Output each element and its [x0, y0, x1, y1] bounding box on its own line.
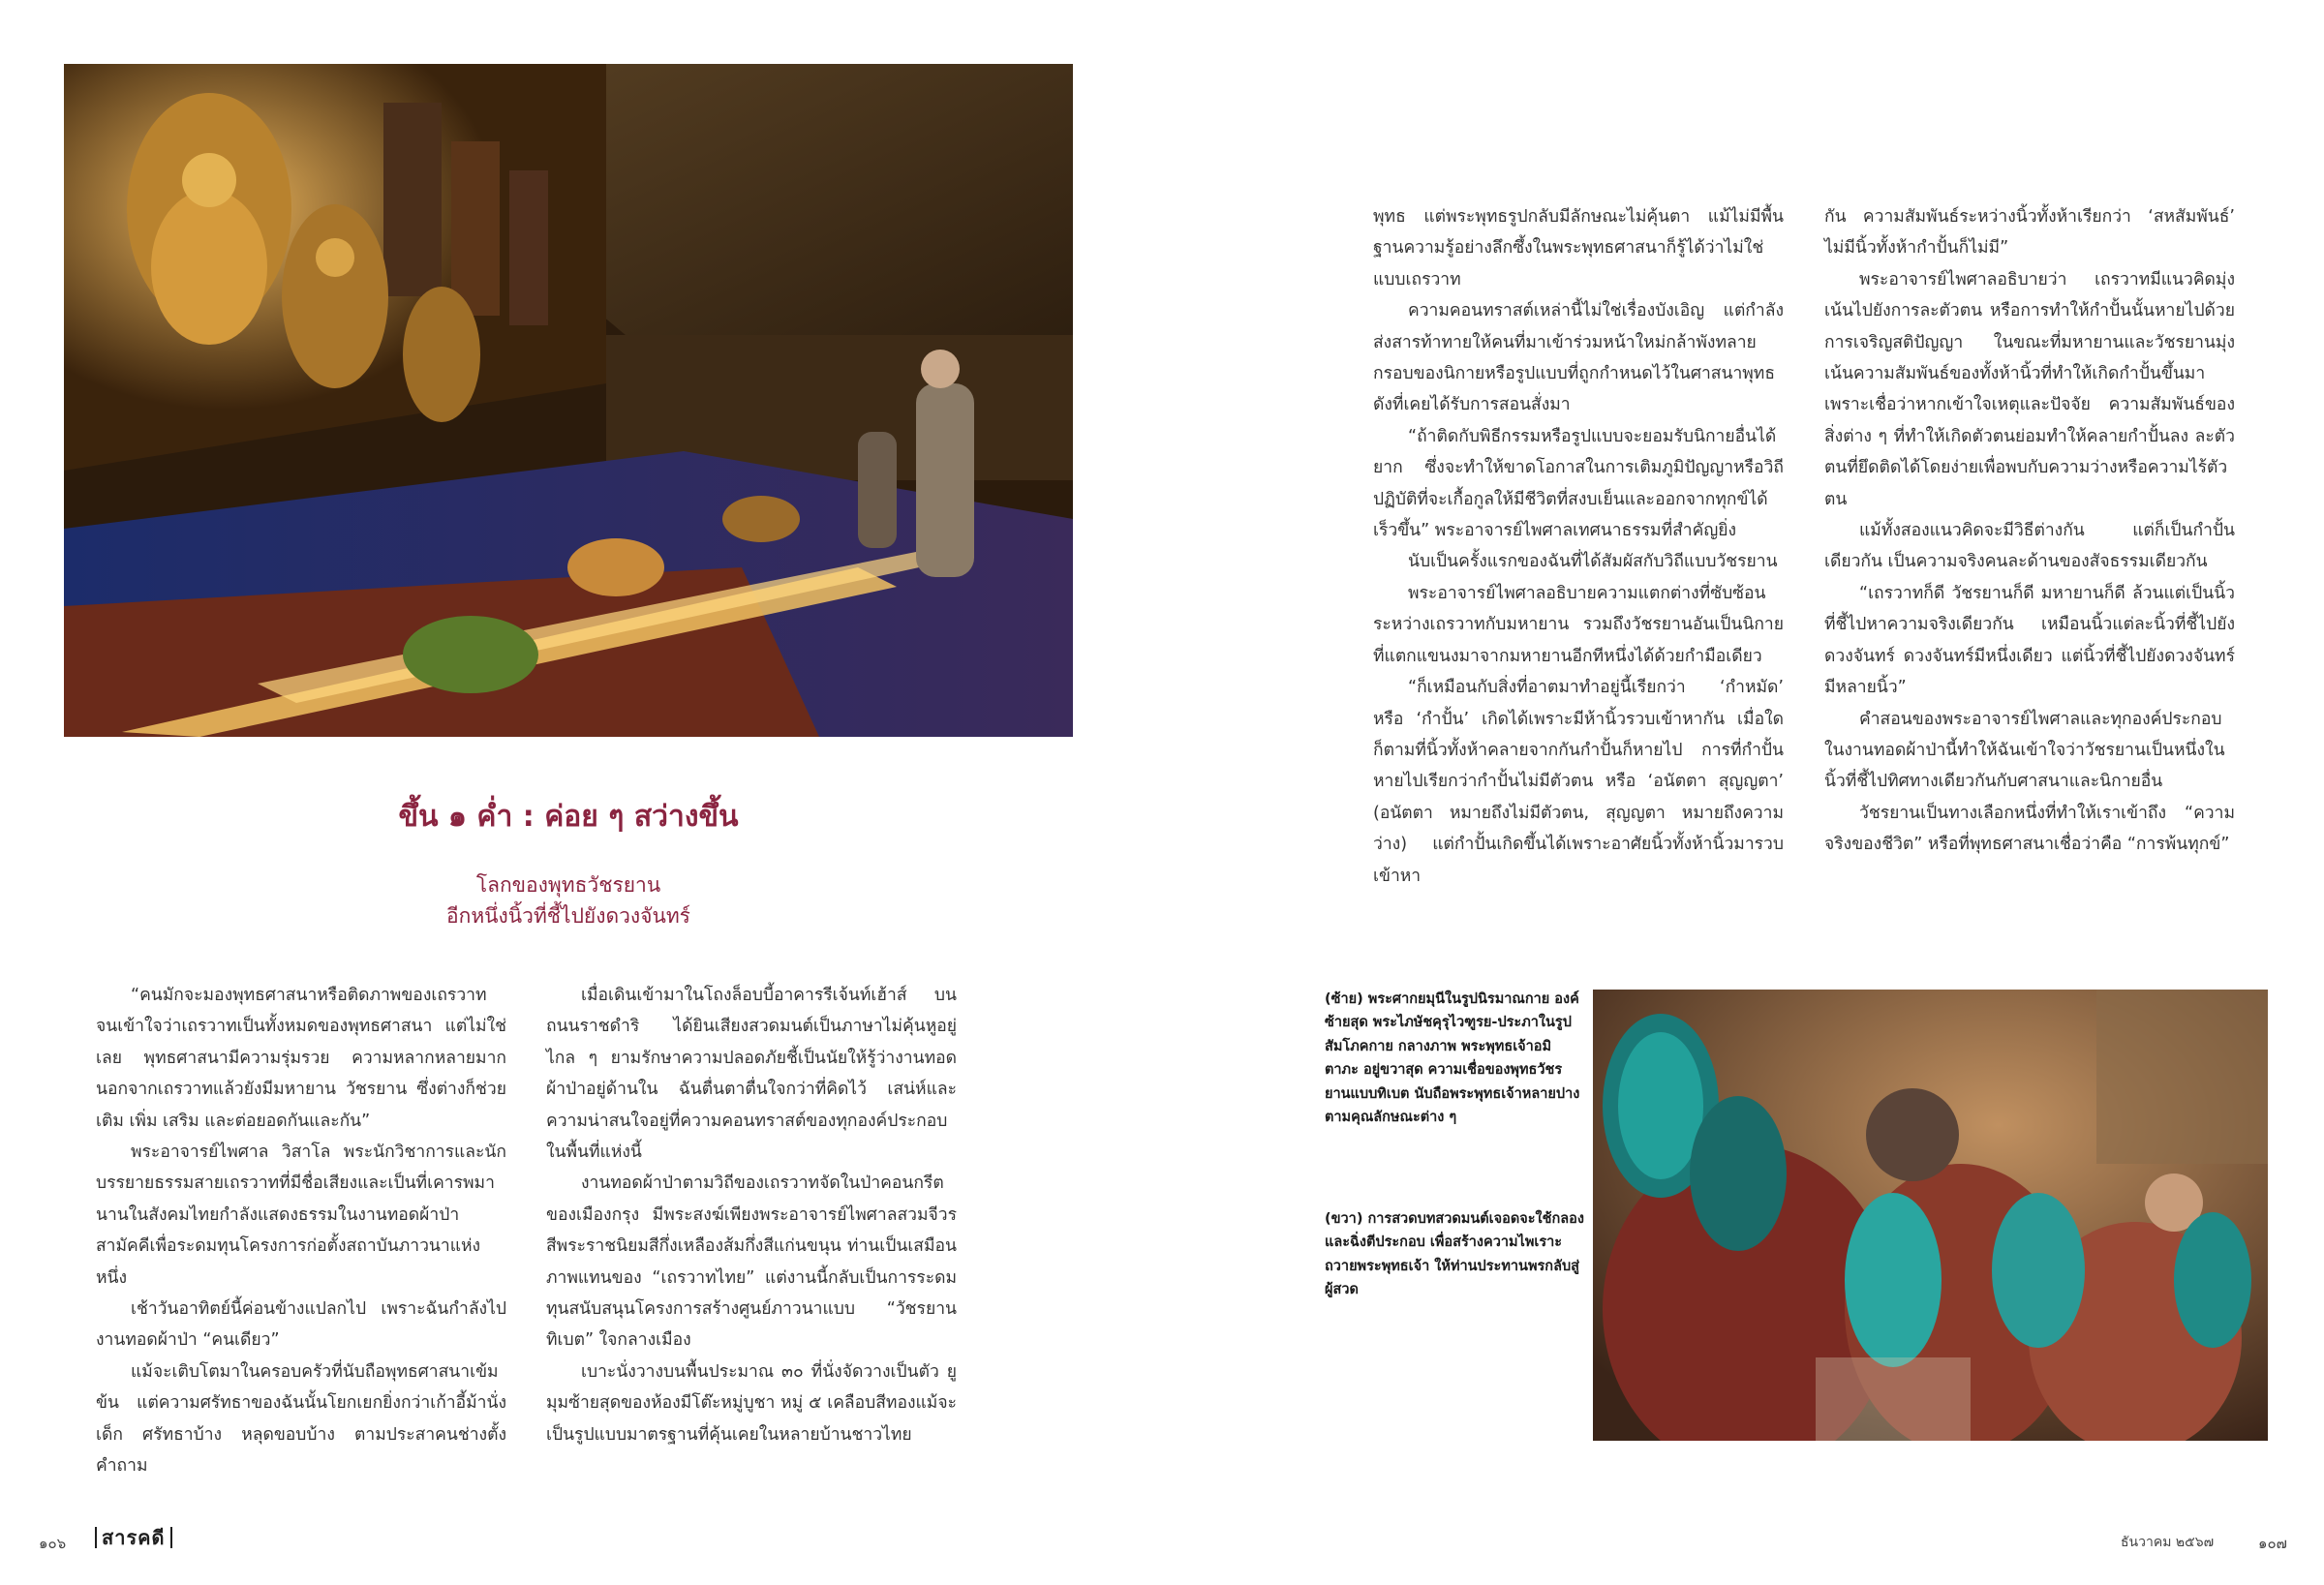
- paragraph: เบาะนั่งวางบนพื้นประมาณ ๓๐ ที่นั่งจัดวางเป็นตัว ยู มุมซ้ายสุดของห้องมีโต๊ะหมู่บูชา หมู่ ๕ เคลือบสีทองแม้จะเป็นรูปแบบมาตรฐานที่คุ้นเคยในหลายบ้านชาวไทย: [546, 1361, 957, 1445]
- chapter-subtitle-line-1: โลกของพุทธวัชรยาน: [475, 873, 661, 897]
- paragraph: คำสอนของพระอาจารย์ไพศาลและทุกองค์ประกอบในงานทอดผ้าป่านี้ทำให้ฉันเข้าใจว่าวัชรยานเป็นหนึ่งในนิ้วที่ชี้ไปทิศทางเดียวกันกับศาสนาและนิกายอื่น: [1824, 709, 2225, 792]
- paragraph: “ถ้าติดกับพิธีกรรมหรือรูปแบบจะยอมรับนิกายอื่นได้ยาก ซึ่งจะทำให้ขาดโอกาสในการเติมภูมิปัญญาหรือวิถีปฏิบัติที่จะเกื้อกูลให้มีชีวิตที่สงบเย็นและออกจากทุกข์ได้เร็วขึ้น” พระอาจารย์ไพศาลเทศนาธรรมที่สำคัญยิ่ง: [1373, 426, 1784, 541]
- paragraph: พระอาจารย์ไพศาลอธิบายความแตกต่างที่ซับซ้อนระหว่างเถรวาทกับมหายาน รวมถึงวัชรยานอันเป็นนิกายที่แตกแขนงมาจากมหายานอีกทีหนึ่งได้ด้วยกำมือเดียว: [1373, 583, 1784, 666]
- page-number-right: ๑๐๗: [2258, 1535, 2287, 1552]
- paragraph: กัน ความสัมพันธ์ระหว่างนิ้วทั้งห้าเรียกว่า ‘สหสัมพันธ์’ ไม่มีนิ้วทั้งห้ากำปั้นก็ไม่มี”: [1824, 207, 2235, 259]
- paragraph: พุทธ แต่พระพุทธรูปกลับมีลักษณะไม่คุ้นตา แม้ไม่มีพื้นฐานความรู้อย่างลึกซึ้งในพระพุทธศาสนาก็รู้ได้ว่าไม่ใช่แบบเถรวาท: [1373, 207, 1784, 290]
- paragraph: ความคอนทราสต์เหล่านี้ไม่ใช่เรื่องบังเอิญ แต่กำลังส่งสารท้าทายให้คนที่มาเข้าร่วมหน้าใหม่กล้าพังทลายกรอบของนิกายหรือรูปแบบที่ถูกกำหนดไว้ในศาสนาพุทธดังที่เคยได้รับการสอนสั่งมา: [1373, 301, 1784, 415]
- body-column-4: [1824, 201, 2235, 861]
- paragraph: เมื่อเดินเข้ามาในโถงล็อบบี้อาคารรีเจ้นท์เฮ้าส์ บนถนนราชดำริ ได้ยินเสียงสวดมนต์เป็นภาษาไม่คุ้นหูอยู่ไกล ๆ ยามรักษาความปลอดภัยชี้เป็นนัยให้รู้ว่างานทอดผ้าป่าอยู่ด้านใน ฉันตื่นตาตื่นใจกว่าที่คิดไว้ เสน่ห์และความน่าสนใจอยู่ที่ความคอนทราสต์ของทุกองค์ประกอบในพื้นที่แห่งนี้: [546, 986, 957, 1163]
- paragraph: แม้ทั้งสองแนวคิดจะมีวิธีต่างกัน แต่ก็เป็นกำปั้นเดียวกัน เป็นความจริงคนละด้านของสัจธรรมเดียวกัน: [1824, 521, 2235, 572]
- magazine-logo: สารคดี: [95, 1527, 172, 1548]
- paragraph: พระอาจารย์ไพศาล วิสาโล พระนักวิชาการและนักบรรยายธรรมสายเถรวาทที่มีชื่อเสียงและเป็นที่เคารพมานานในสังคมไทยกำลังแสดงธรรมในงานทอดผ้าป่าสามัคคีเพื่อระดมทุนโครงการก่อตั้งสถาบันภาวนาแห่งหนึ่ง: [96, 1143, 506, 1288]
- paragraph: นับเป็นครั้งแรกของฉันที่ได้สัมผัสกับวิถีแบบวัชรยาน: [1408, 552, 1778, 572]
- chapter-title: ขึ้น ๑ ค่ำ : ค่อย ๆ สว่างขึ้น: [398, 800, 739, 834]
- body-column-1: [96, 980, 506, 1482]
- monks-photo: [1593, 990, 2268, 1441]
- shrine-photo: [64, 64, 1073, 737]
- page-number-left: ๑๐๖: [39, 1535, 67, 1552]
- photo-caption-left: (ซ้าย) พระศากยมุนีในรูปนิรมาณกาย องค์ซ้ายสุด พระไภษัชคุรุไวฑูรย-ประภาในรูปสัมโภคกาย กลางภาพ พระพุทธเจ้าอมิตาภะ อยู่ขวาสุด ความเชื่อของพุทธวัชรยานแบบทิเบต นับถือพระพุทธเจ้าหลายปาง ตามคุณลักษณะต่าง ๆ: [1325, 991, 1580, 1126]
- paragraph: งานทอดผ้าป่าตามวิถีของเถรวาทจัดในป่าคอนกรีตของเมืองกรุง มีพระสงฆ์เพียงพระอาจารย์ไพศาลสวมจีวรสีพระราชนิยมสีกึ่งเหลืองส้มกึ่งสีแก่นขนุน ท่านเป็นเสมือนภาพแทนของ “เถรวาทไทย” แต่งานนี้กลับเป็นการระดมทุนสนับสนุนโครงการสร้างศูนย์ภาวนาแบบ “วัชรยานทิเบต” ใจกลางเมือง: [546, 1174, 957, 1351]
- paragraph: แม้จะเติบโตมาในครอบครัวที่นับถือพุทธศาสนาเข้มข้น แต่ความศรัทธาของฉันนั้นโยกเยกยิ่งกว่าเก้าอี้ม้านั่งเด็ก ศรัทธาบ้าง หลุดขอบบ้าง ตามประสาคนช่างตั้งคำถาม: [96, 1361, 506, 1477]
- paragraph: วัชรยานเป็นทางเลือกหนึ่งที่ทำให้เราเข้าถึง “ความจริงของชีวิต” หรือที่พุทธศาสนาเชื่อว่าคือ “การพ้นทุกข์”: [1824, 803, 2235, 855]
- paragraph: พระอาจารย์ไพศาลอธิบายว่า เถรวาทมีแนวคิดมุ่งเน้นไปยังการละตัวตน หรือการทำให้กำปั้นนั้นหายไปด้วยการเจริญสติปัญญา ในขณะที่มหายานและวัชรยานมุ่งเน้นความสัมพันธ์ของทั้งห้านิ้วที่ทำให้เกิดกำปั้นขึ้นมาเพราะเชื่อว่าหากเข้าใจเหตุและปัจจัย ความสัมพันธ์ของสิ่งต่าง ๆ ที่ทำให้เกิดตัวตนย่อมทำให้คลายกำปั้นลง ละตัวตนที่ยึดติดได้โดยง่ายเพื่อพบกับความว่างหรือความไร้ตัวตน: [1824, 269, 2235, 509]
- paragraph: เช้าวันอาทิตย์นี้ค่อนข้างแปลกไป เพราะฉันกำลังไปงานทอดผ้าป่า “คนเดียว”: [96, 1299, 506, 1351]
- body-column-2: [546, 980, 957, 1450]
- paragraph: “คนมักจะมองพุทธศาสนาหรือติดภาพของเถรวาทจนเข้าใจว่าเถรวาทเป็นทั้งหมดของพุทธศาสนา แต่ไม่ใช่เลย พุทธศาสนามีความรุ่มรวย ความหลากหลายมาก นอกจากเถรวาทแล้วยังมีมหายาน วัชรยาน ซึ่งต่างก็ช่วยเติม เพิ่ม เสริม และต่อยอดกันและกัน”: [96, 986, 506, 1131]
- buddha-shrine-photo-icon: [64, 64, 1073, 737]
- photo-caption-right: (ขวา) การสวดบทสวดมนต์เจอดจะใช้กลองและฉิ่งตีประกอบ เพื่อสร้างความไพเราะถวายพระพุทธเจ้า ให้ท่านประทานพรกลับสู่ผู้สวด: [1325, 1211, 1584, 1298]
- paragraph: “ก็เหมือนกับสิ่งที่อาตมาทำอยู่นี้เรียกว่า ‘กำหมัด’ หรือ ‘กำปั้น’ เกิดได้เพราะมีห้านิ้วรวบเข้าหากัน เมื่อใดก็ตามที่นิ้วทั้งห้าคลายจากกันกำปั้นก็หายไป การที่กำปั้นหายไปเรียกว่ากำปั้นไม่มีตัวตน หรือ ‘อนัตตา สุญญตา’ (อนัตตา หมายถึงไม่มีตัวตน, สุญญตา หมายถึงความว่าง) แต่กำปั้นเกิดขึ้นได้เพราะอาศัยนิ้วทั้งห้านิ้วมารวบเข้าหา: [1373, 678, 1784, 886]
- paragraph: “เถรวาทก็ดี วัชรยานก็ดี มหายานก็ดี ล้วนแต่เป็นนิ้วที่ชี้ไปหาความจริงเดียวกัน เหมือนนิ้วแต่ละนิ้วที่ชี้ไปยังดวงจันทร์ ดวงจันทร์มีหนึ่งเดียว แต่นิ้วที่ชี้ไปยังดวงจันทร์มีหลายนิ้ว”: [1824, 583, 2235, 698]
- issue-date: ธันวาคม ๒๕๖๗: [2121, 1535, 2215, 1550]
- chapter-subtitle-line-2: อีกหนึ่งนิ้วที่ชี้ไปยังดวงจันทร์: [446, 904, 690, 928]
- monks-drums-photo-icon: [1593, 990, 2268, 1441]
- body-column-3: [1373, 201, 1784, 892]
